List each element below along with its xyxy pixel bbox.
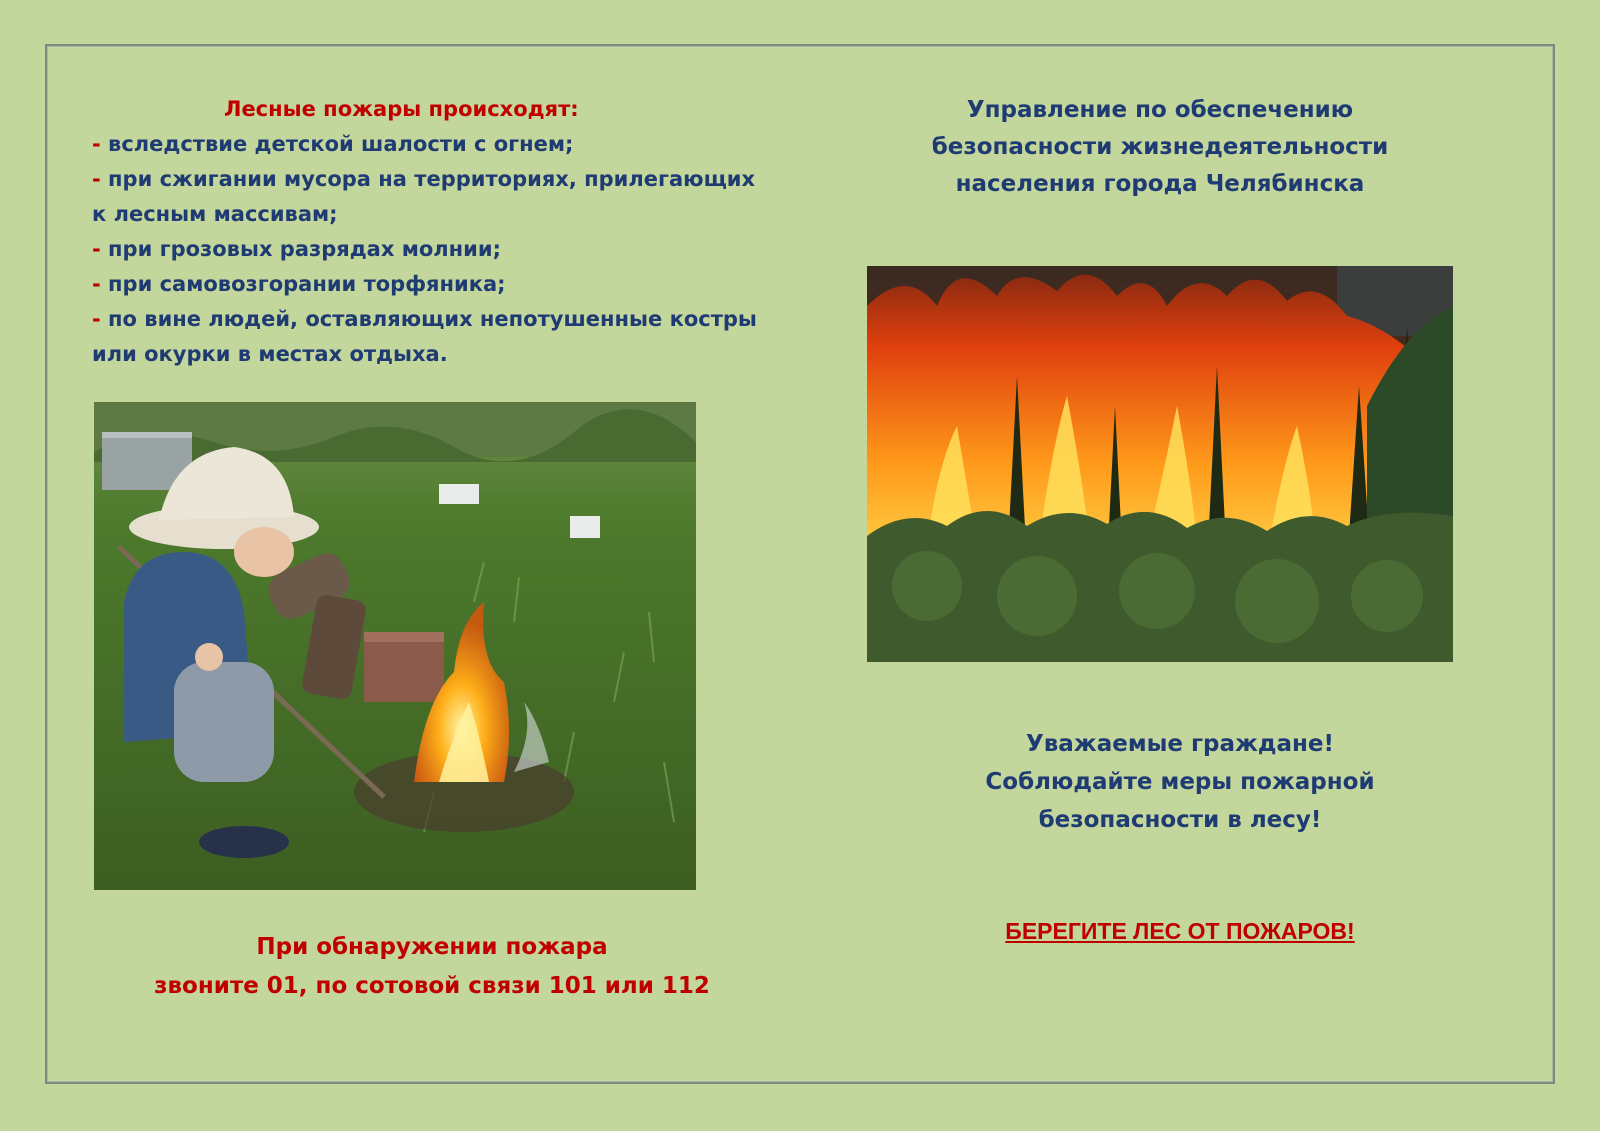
agency-title: [850, 92, 1470, 203]
call-line-1: При обнаружении пожара: [256, 934, 608, 960]
appeal-line-2: Соблюдайте меры пожарной: [985, 769, 1375, 795]
cause-item: [92, 162, 772, 232]
slogan: БЕРЕГИТЕ ЛЕС ОТ ПОЖАРОВ!: [1005, 918, 1355, 944]
agency-line-3: населения города Челябинска: [955, 171, 1365, 197]
cause-dash: -: [92, 237, 101, 261]
cause-item: [92, 267, 772, 302]
emergency-call-notice: [92, 928, 772, 1006]
cause-text: вследствие детской шалости с огнем;: [108, 132, 574, 156]
child-campfire-photo: [94, 402, 696, 890]
cause-dash: -: [92, 132, 101, 156]
cause-text: при грозовых разрядах молнии;: [108, 237, 502, 261]
cause-item: [92, 302, 772, 372]
agency-line-1: Управление по обеспечению: [966, 97, 1354, 123]
fire-causes-list: [92, 92, 772, 372]
cause-text: при самовозгорании торфяника;: [108, 272, 506, 296]
cause-text: по вине людей, оставляющих непотушенные костры или окурки в местах отдыха.: [92, 307, 757, 366]
citizens-appeal: [870, 725, 1490, 839]
cause-dash: -: [92, 307, 101, 331]
cause-text: при сжигании мусора на территориях, прилегающих к лесным массивам;: [92, 167, 756, 226]
cause-dash: -: [92, 167, 101, 191]
causes-heading: Лесные пожары происходят:: [224, 97, 579, 121]
cause-item: [92, 127, 772, 162]
agency-line-2: безопасности жизнедеятельности: [931, 134, 1389, 160]
cause-dash: -: [92, 272, 101, 296]
cause-item: [92, 232, 772, 267]
appeal-line-3: безопасности в лесу!: [1038, 807, 1322, 833]
appeal-line-1: Уважаемые граждане!: [1026, 731, 1334, 757]
call-line-2: звоните 01, по сотовой связи 101 или 112: [154, 973, 710, 999]
forest-fire-photo: [867, 266, 1453, 662]
